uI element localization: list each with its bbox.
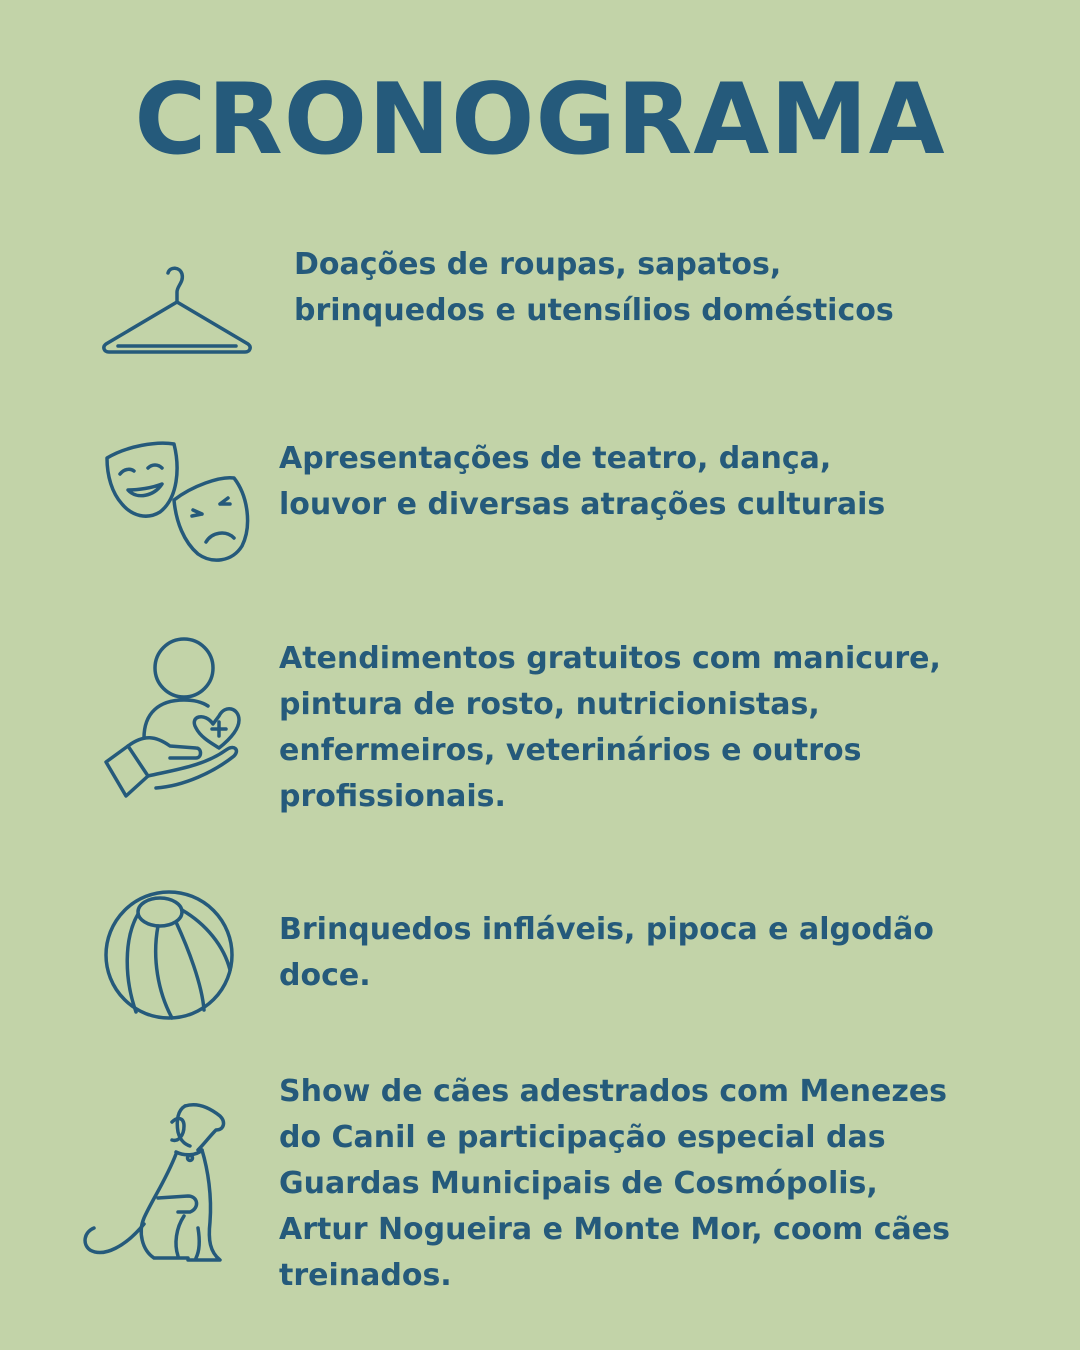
theater-masks-icon (102, 438, 252, 568)
text-line: Doações de roupas, sapatos, (294, 247, 782, 282)
text-line: doce. (279, 958, 371, 993)
text-line: profissionais. (279, 779, 506, 814)
schedule-item-text (279, 636, 941, 820)
schedule-item-text (279, 1069, 950, 1299)
text-line: Brinquedos infláveis, pipoca e algodão (279, 912, 934, 947)
page-title: CRONOGRAMA (134, 63, 946, 177)
schedule-item-text (279, 436, 885, 528)
text-line: pintura de rosto, nutricionistas, (279, 687, 820, 722)
care-hand-heart-icon (104, 638, 244, 803)
hanger-icon (100, 262, 255, 357)
text-line: Guardas Municipais de Cosmópolis, (279, 1166, 878, 1201)
text-line: do Canil e participação especial das (279, 1120, 886, 1155)
text-line: Atendimentos gratuitos com manicure, (279, 641, 941, 676)
text-line: Apresentações de teatro, dança, (279, 441, 832, 476)
schedule-item-text (279, 907, 934, 999)
sitting-dog-icon (80, 1100, 235, 1265)
text-line: louvor e diversas atrações culturais (279, 487, 886, 522)
beach-ball-icon (102, 888, 236, 1022)
schedule-item-text (294, 242, 894, 334)
text-line: Artur Nogueira e Monte Mor, coom cães (279, 1212, 950, 1247)
text-line: brinquedos e utensílios domésticos (294, 293, 894, 328)
text-line: Show de cães adestrados com Menezes (279, 1074, 948, 1109)
text-line: enfermeiros, veterinários e outros (279, 733, 862, 768)
text-line: treinados. (279, 1258, 452, 1293)
